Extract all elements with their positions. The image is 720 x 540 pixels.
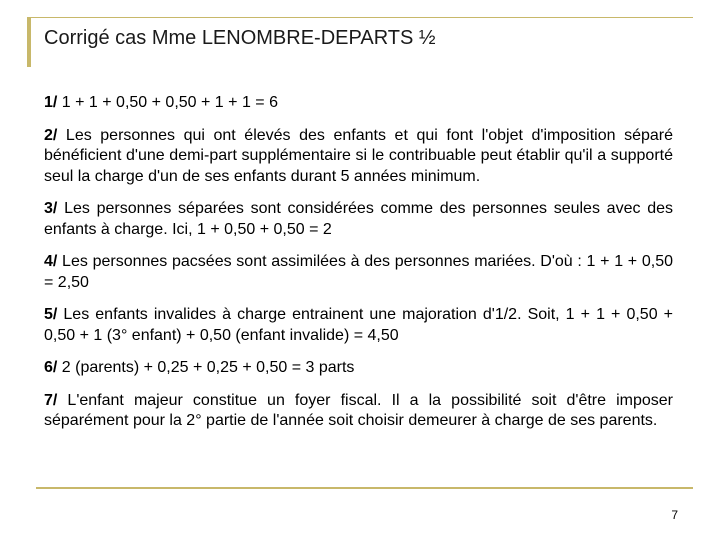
- answer-text: Les personnes qui ont élevés des enfants et qui font l'objet d'imposition séparé bénéficient d'une demi-part supplémentaire si le contribuable peut établir qu'il a supporté seul la charge d'un de ses enfants durant 5 années minimum.: [44, 126, 673, 185]
- answer-item-4: [44, 252, 673, 293]
- answer-item-5: [44, 305, 673, 346]
- footer-rule: [36, 487, 693, 489]
- answer-item-2: [44, 126, 673, 188]
- page-number: 7: [671, 508, 678, 522]
- answer-number: 4/: [44, 253, 58, 270]
- answer-text: Les personnes séparées sont considérées comme des personnes seules avec des enfants à charge. Ici, 1 + 0,50 + 0,50 = 2: [44, 200, 673, 238]
- answer-text: Les enfants invalides à charge entrainent une majoration d'1/2. Soit, 1 + 1 + 0,50 + 0,50 + 1 (3° enfant) + 0,50 (enfant invalide) = 4,50: [44, 306, 673, 344]
- answer-text: Les personnes pacsées sont assimilées à des personnes mariées. D'où : 1 + 1 + 0,50 = 2,50: [44, 253, 673, 291]
- answer-text: 2 (parents) + 0,25 + 0,25 + 0,50 = 3 parts: [57, 359, 355, 376]
- answer-item-6: [44, 358, 673, 379]
- answer-number: 7/: [44, 391, 58, 409]
- answer-item-1: [44, 93, 673, 114]
- answer-text: L'enfant majeur constitue un foyer fiscal. Il a la possibilité soit d'être imposer séparément pour la 2° partie de l'année soit choisir demeurer à charge de ses parents.: [44, 391, 673, 429]
- answer-text: 1 + 1 + 0,50 + 0,50 + 1 + 1 = 6: [57, 94, 278, 111]
- answer-number: 2/: [44, 126, 58, 144]
- answer-number: 1/: [44, 94, 58, 111]
- title-accent-bar: [27, 17, 31, 67]
- answer-number: 5/: [44, 306, 58, 323]
- answer-number: 6/: [44, 359, 58, 376]
- answers-list: [44, 93, 673, 444]
- answer-number: 3/: [44, 200, 58, 217]
- answer-item-3: [44, 199, 673, 240]
- title-top-rule: [27, 17, 693, 18]
- slide-title: Corrigé cas Mme LENOMBRE-DEPARTS ½: [44, 27, 436, 49]
- answer-item-7: [44, 391, 673, 432]
